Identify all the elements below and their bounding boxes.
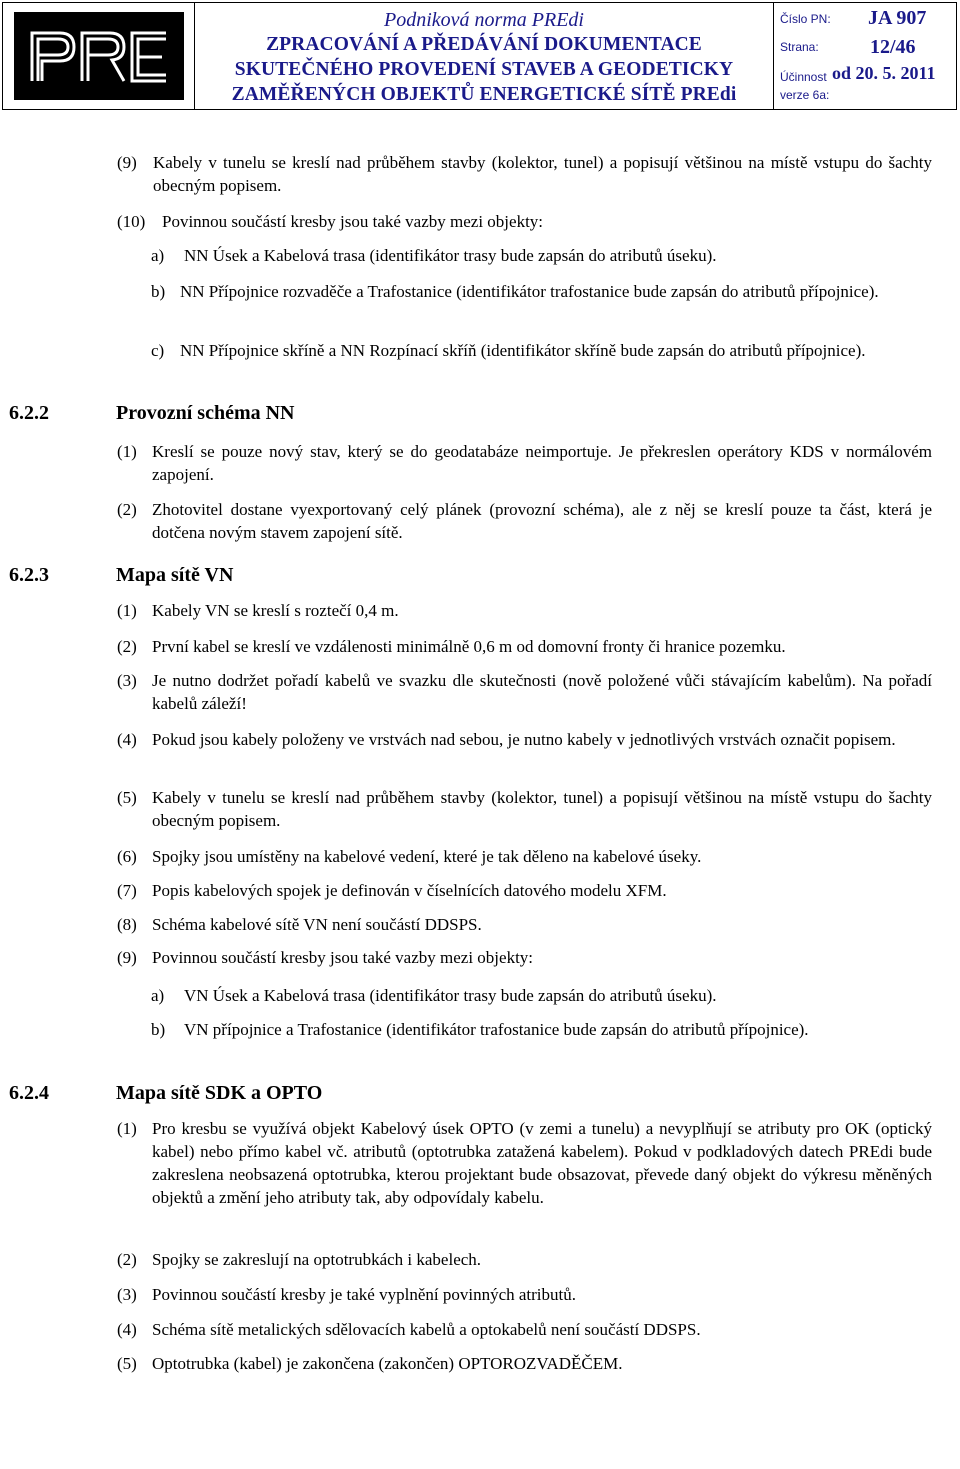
- cislo-value: JA 907: [868, 7, 927, 29]
- norm-name: Podniková norma PREdi: [384, 8, 584, 31]
- section-heading-6-2-3: 6.2.3 Mapa sítě VN: [9, 564, 234, 586]
- meta-strana: [780, 37, 950, 61]
- strana-value: 12/46: [870, 36, 916, 58]
- title-line-2: SKUTEČNÉHO PROVEDENÍ STAVEB A GEODETICKY: [234, 58, 734, 80]
- ucinnost-value: od 20. 5. 2011: [832, 63, 936, 83]
- list-item: (5) Kabely v tunelu se kreslí nad průběhem stavby (kolektor, tunel) a popisují většinou na místě vstupu do šachty obecným popisem.: [117, 788, 932, 830]
- document-meta: [774, 3, 956, 109]
- meta-cislo: [780, 9, 950, 33]
- strana-label: Strana:: [780, 40, 819, 54]
- meta-verze: [780, 87, 950, 111]
- list-item: (4) Pokud jsou kabely položeny ve vrstvách nad sebou, je nutno kabely v jednotlivých vrstvách označit popisem.: [117, 730, 896, 749]
- meta-ucinnost: [780, 65, 950, 89]
- list-item: (9) Kabely v tunelu se kreslí nad průběhem stavby (kolektor, tunel) a popisují většinou na místě vstupu do šachty obecným popisem.: [117, 153, 932, 195]
- section-heading-6-2-2: 6.2.2 Provozní schéma NN: [9, 402, 295, 424]
- document-header: [2, 2, 957, 110]
- list-item: (1) Kreslí se pouze nový stav, který se do geodatabáze neimportuje. Je překreslen operátory KDS v normálovém zapojení.: [117, 442, 932, 484]
- list-item: (2) Spojky se zakreslují na optotrubkách i kabelech.: [117, 1250, 482, 1269]
- title-line-3: ZAMĚŘENÝCH OBJEKTŮ ENERGETICKÉ SÍTĚ PREdi: [231, 83, 737, 105]
- logo-cell: [3, 3, 195, 109]
- sub-item: a) NN Úsek a Kabelová trasa (identifikátor trasy bude zapsán do atributů úseku).: [151, 246, 717, 265]
- list-item: (10) Povinnou součástí kresby jsou také vazby mezi objekty:: [117, 212, 544, 231]
- list-item: (5) Optotrubka (kabel) je zakončena (zakončen) OPTOROZVADĚČEM.: [117, 1354, 623, 1373]
- list-item: (9) Povinnou součástí kresby jsou také vazby mezi objekty:: [117, 948, 534, 967]
- list-item: (7) Popis kabelových spojek je definován v číselnících datového modelu XFM.: [117, 881, 667, 900]
- list-item: (2) Zhotovitel dostane vyexportovaný celý plánek (provozní schéma), ale z něj se kreslí pouze ta část, která je dotčena novým stavem zapojení sítě.: [117, 500, 932, 542]
- sub-item: a) VN Úsek a Kabelová trasa (identifikátor trasy bude zapsán do atributů úseku).: [151, 986, 717, 1005]
- pre-logo-icon: [24, 25, 174, 87]
- ucinnost-label: Účinnost: [780, 70, 827, 84]
- list-item: (8) Schéma kabelové sítě VN není součástí DDSPS.: [117, 915, 482, 934]
- list-item: (3) Je nutno dodržet pořadí kabelů ve svazku dle skutečnosti (nově položené vůči stávajícím kabelům). Na pořadí kabelů záleží!: [117, 671, 932, 713]
- list-item: (3) Povinnou součástí kresby je také vyplnění povinných atributů.: [117, 1285, 576, 1304]
- cislo-label: Číslo PN:: [780, 12, 831, 26]
- list-item: (1) Kabely VN se kreslí s roztečí 0,4 m.: [117, 601, 399, 620]
- list-item: (2) První kabel se kreslí ve vzdálenosti minimálně 0,6 m od domovní fronty či hranice pozemku.: [117, 637, 786, 656]
- list-item: (6) Spojky jsou umístěny na kabelové vedení, které je tak děleno na kabelové úseky.: [117, 847, 702, 866]
- section-heading-6-2-4: 6.2.4 Mapa sítě SDK a OPTO: [9, 1082, 323, 1104]
- sub-item: b) NN Přípojnice rozvaděče a Trafostanice (identifikátor trafostanice bude zapsán do atributů přípojnice).: [151, 282, 879, 301]
- pre-logo: [14, 12, 184, 100]
- document-title-block: [195, 3, 774, 109]
- list-item: (4) Schéma sítě metalických sdělovacích kabelů a optokabelů není součástí DDSPS.: [117, 1320, 701, 1339]
- title-line-1: ZPRACOVÁNÍ A PŘEDÁVÁNÍ DOKUMENTACE: [266, 33, 702, 55]
- sub-item: c) NN Přípojnice skříně a NN Rozpínací skříň (identifikátor skříně bude zapsán do atributů přípojnice).: [151, 341, 866, 360]
- verze-label: verze 6a:: [780, 88, 830, 102]
- list-item: (1) Pro kresbu se využívá objekt Kabelový úsek OPTO (v zemi a tunelu) a nevyplňují se atributy pro OK (optický kabel) nebo přímo kabel vč. atributů (optotrubka zatažená kabelem). Pokud v podkladových datech PREdi bude zakreslena neobsazená optotrubka, kterou projektant bude obsazovat, převede daný objekt do výkresu měněných objektů a změní jeho atributy tak, aby odpovídaly kabelu.: [117, 1119, 932, 1207]
- sub-item: b) VN přípojnice a Trafostanice (identifikátor trafostanice bude zapsán do atributů přípojnice).: [151, 1020, 809, 1039]
